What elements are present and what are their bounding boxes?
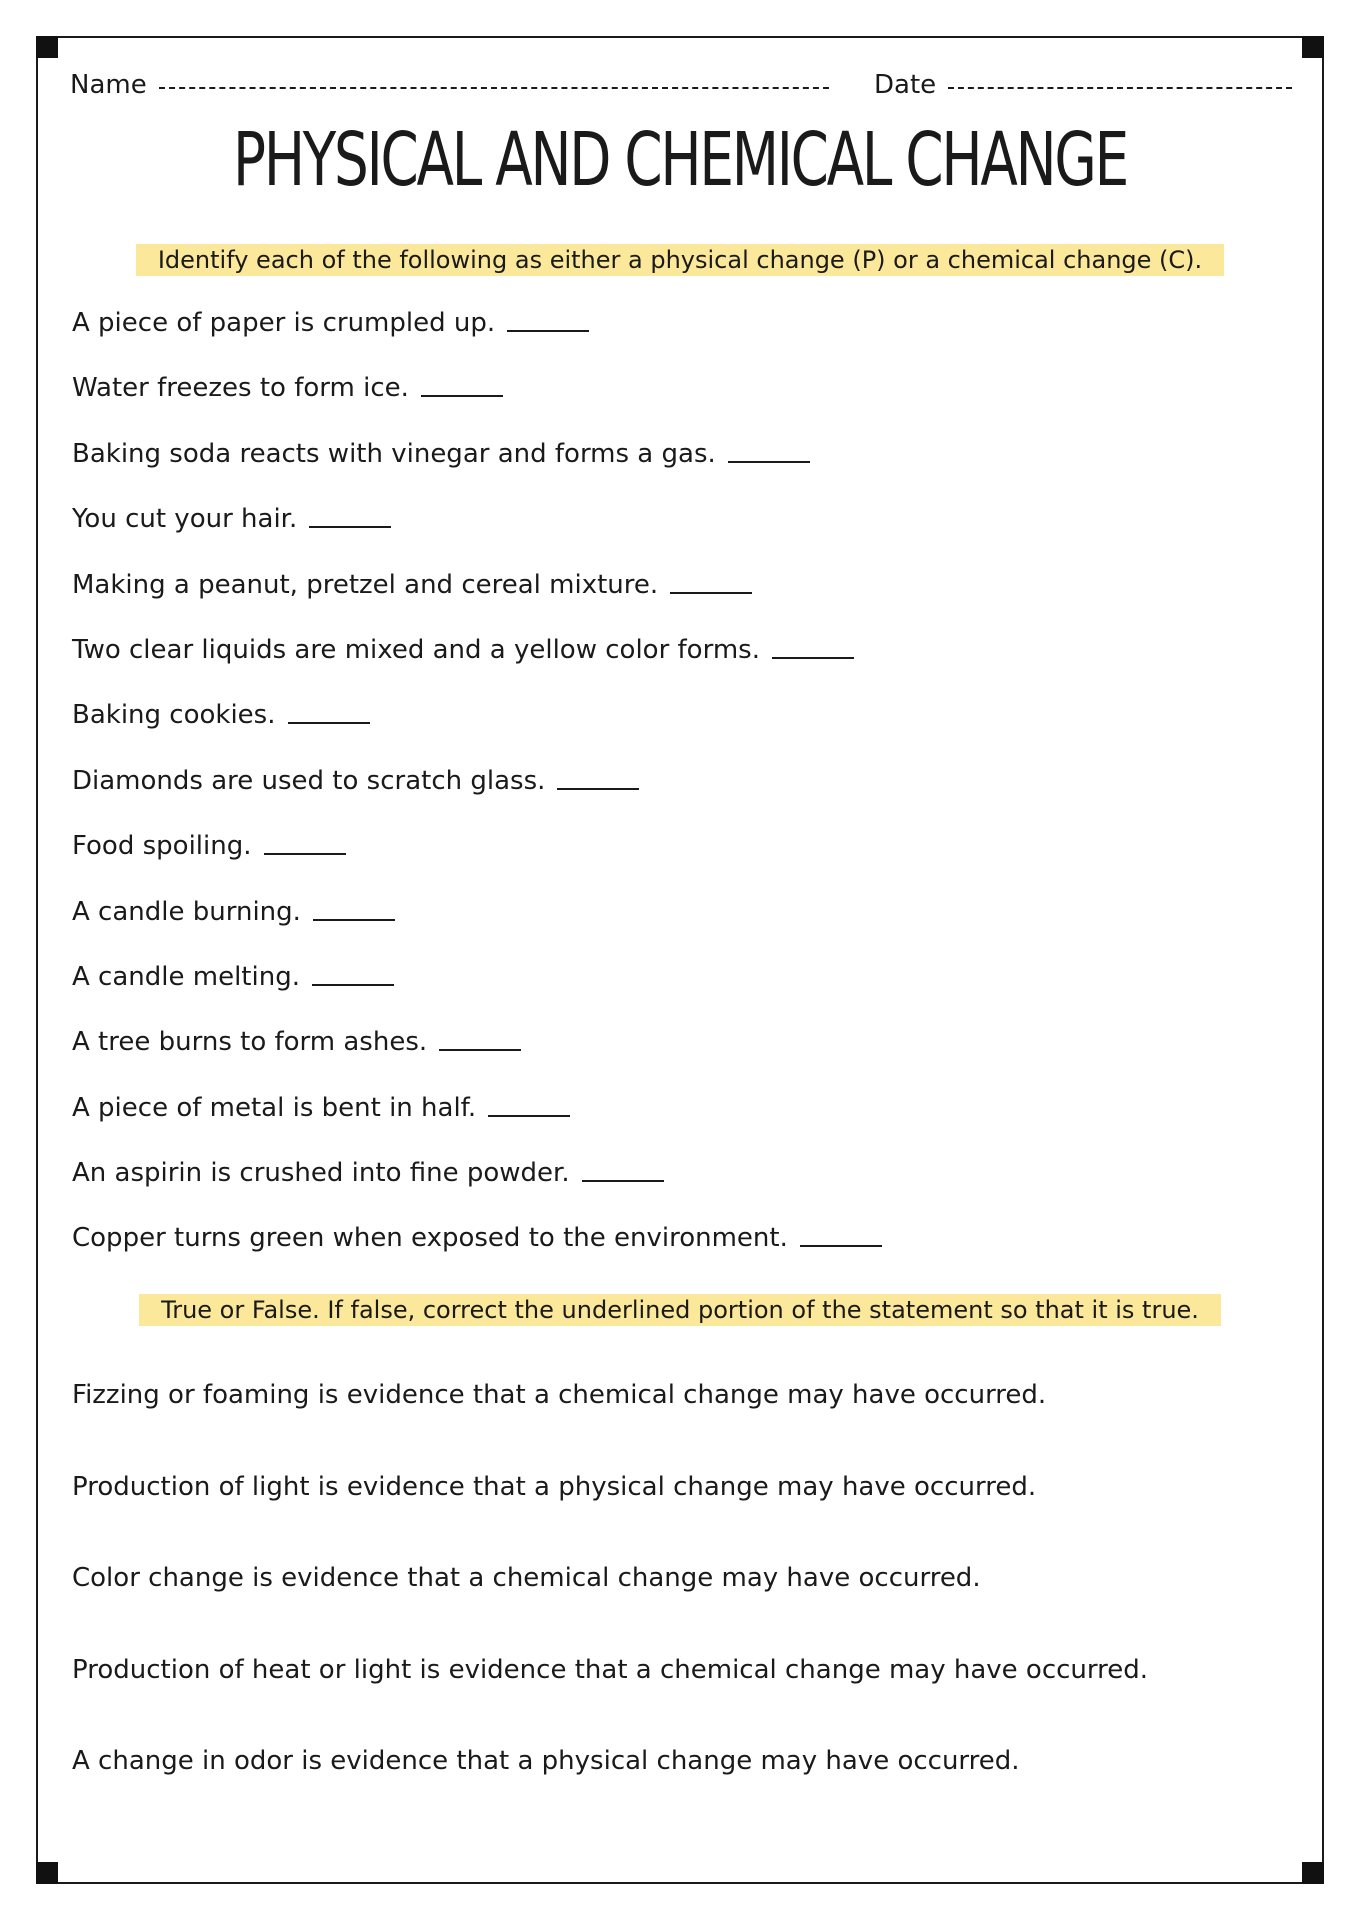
question-text: Baking cookies. — [72, 700, 276, 731]
worksheet-page — [36, 36, 1324, 1884]
question-text: Diamonds are used to scratch glass. — [72, 765, 546, 796]
question-text: A tree burns to form ashes. — [72, 1027, 428, 1058]
question-item — [72, 308, 882, 373]
question-text: An aspirin is crushed into fine powder. — [72, 1158, 570, 1189]
pc-question-list — [72, 308, 882, 1289]
answer-blank[interactable] — [582, 1158, 664, 1182]
statement-item: Fizzing or foaming is evidence that a chemical change may have occurred. — [72, 1380, 1047, 1410]
question-item — [72, 766, 882, 831]
question-text: Making a peanut, pretzel and cereal mixture. — [72, 569, 659, 600]
corner-mark — [1302, 1862, 1324, 1884]
answer-blank[interactable] — [309, 504, 391, 528]
answer-blank[interactable] — [439, 1027, 521, 1051]
question-text: Water freezes to form ice. — [72, 373, 409, 404]
question-item — [72, 831, 882, 896]
question-item — [72, 962, 882, 1027]
answer-blank[interactable] — [670, 570, 752, 594]
section1-instruction: Identify each of the following as either a physical change (P) or a chemical change (C). — [136, 244, 1224, 276]
name-field — [70, 70, 829, 100]
question-item — [72, 373, 882, 438]
statement-item: Production of light is evidence that a physical change may have occurred. — [72, 1471, 1037, 1502]
name-blank-line[interactable] — [159, 87, 829, 89]
name-label: Name — [70, 70, 147, 100]
section1-instruction-wrap — [38, 244, 1322, 276]
answer-blank[interactable] — [557, 766, 639, 790]
answer-blank[interactable] — [312, 962, 394, 986]
question-text: Food spoiling. — [72, 831, 252, 862]
answer-blank[interactable] — [507, 308, 589, 332]
question-item — [72, 439, 882, 504]
question-item — [72, 1093, 882, 1158]
question-text: You cut your hair. — [72, 504, 298, 535]
statement-item: Production of heat or light is evidence that a chemical change may have occurred. — [72, 1654, 1149, 1685]
question-text: A candle burning. — [72, 896, 301, 927]
answer-blank[interactable] — [800, 1223, 882, 1247]
question-item — [72, 1223, 882, 1288]
section2-instruction: True or False. If false, correct the underlined portion of the statement so that it is true. — [139, 1294, 1221, 1326]
answer-blank[interactable] — [313, 897, 395, 921]
answer-blank[interactable] — [728, 439, 810, 463]
section2-instruction-wrap — [38, 1294, 1322, 1326]
true-false-list — [72, 1380, 1148, 1838]
question-item — [72, 1027, 882, 1092]
answer-blank[interactable] — [488, 1093, 570, 1117]
question-text: A candle melting. — [72, 961, 300, 992]
question-item — [72, 897, 882, 962]
corner-mark — [36, 36, 58, 58]
date-label: Date — [874, 70, 937, 100]
question-text: Two clear liquids are mixed and a yellow color forms. — [72, 634, 760, 665]
corner-mark — [36, 1862, 58, 1884]
date-field — [874, 70, 1292, 100]
question-item — [72, 570, 882, 635]
answer-blank[interactable] — [421, 373, 503, 397]
question-item — [72, 504, 882, 569]
statement-item: A change in odor is evidence that a physical change may have occurred. — [72, 1746, 1020, 1776]
question-item — [72, 1158, 882, 1223]
question-item — [72, 700, 882, 765]
page-title: PHYSICAL AND CHEMICAL CHANGE — [233, 117, 1127, 203]
corner-mark — [1302, 36, 1324, 58]
question-item — [72, 635, 882, 700]
answer-blank[interactable] — [264, 831, 346, 855]
answer-blank[interactable] — [772, 635, 854, 659]
statement-item: Color change is evidence that a chemical change may have occurred. — [72, 1563, 981, 1593]
question-text: A piece of paper is crumpled up. — [72, 308, 496, 338]
question-text: Copper turns green when exposed to the environment. — [72, 1223, 788, 1254]
answer-blank[interactable] — [288, 700, 370, 724]
question-text: Baking soda reacts with vinegar and forms a gas. — [72, 438, 716, 469]
date-blank-line[interactable] — [948, 87, 1292, 89]
question-text: A piece of metal is bent in half. — [72, 1092, 477, 1123]
